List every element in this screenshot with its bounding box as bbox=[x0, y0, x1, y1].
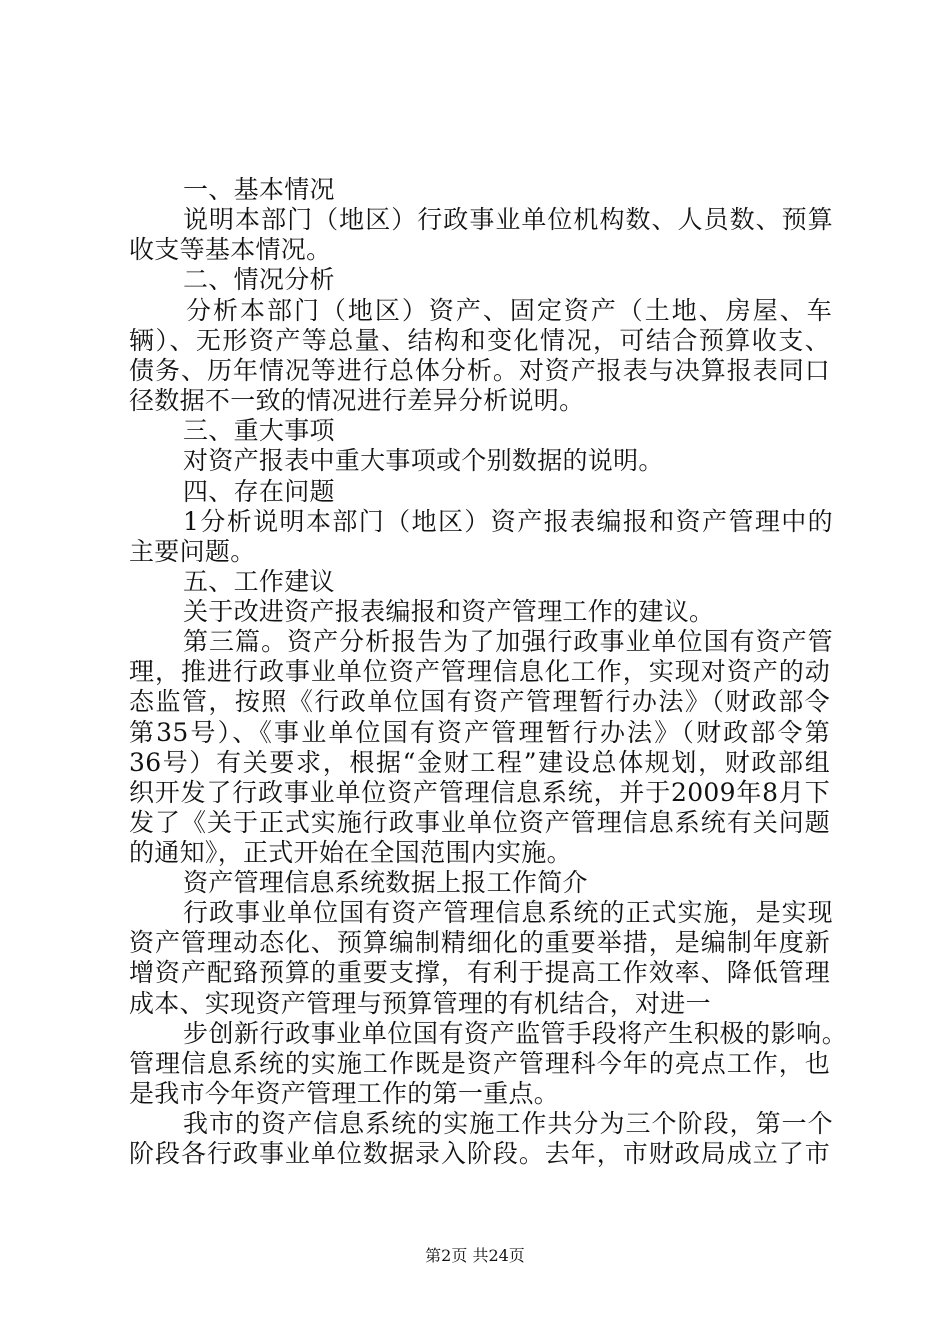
text-line: 织开发了行政事业单位资产管理信息系统，并于2009年8月下 bbox=[129, 778, 830, 807]
text-line: 四、存在问题 bbox=[183, 477, 335, 506]
text-line: 是我市今年资产管理工作的第一重点。 bbox=[129, 1079, 560, 1108]
text-line: 二、情况分析 bbox=[183, 265, 335, 294]
text-line: 的通知》，正式开始在全国范围内实施。 bbox=[129, 838, 572, 867]
text-line: 资产管理动态化、预算编制精细化的重要举措，是编制年度新 bbox=[129, 928, 830, 957]
text-line: 说明本部门（地区）行政事业单位机构数、人员数、预算 bbox=[183, 205, 833, 234]
text-line: 36号）有关要求，根据“金财工程”建设总体规划，财政部组 bbox=[129, 748, 830, 777]
text-line: 资产管理信息系统数据上报工作简介 bbox=[183, 868, 588, 897]
text-line: 一、基本情况 bbox=[183, 175, 335, 204]
text-line: 理，推进行政事业单位资产管理信息化工作，实现对资产的动 bbox=[129, 657, 830, 686]
text-line: 发了《关于正式实施行政事业单位资产管理信息系统有关问题 bbox=[129, 808, 830, 837]
text-line: 债务、历年情况等进行总体分析。对资产报表与决算报表同口 bbox=[129, 356, 830, 385]
text-line: 管理信息系统的实施工作既是资产管理科今年的亮点工作，也 bbox=[129, 1049, 830, 1078]
text-line: 态监管，按照《行政单位国有资产管理暂行办法》（财政部令 bbox=[129, 687, 830, 716]
text-line: 分析本部门（地区）资产、固定资产（土地、房屋、车 bbox=[186, 296, 832, 325]
text-line: 五、工作建议 bbox=[183, 567, 335, 596]
text-line: 三、重大事项 bbox=[183, 416, 335, 445]
page-footer: 第2页 共24页 bbox=[425, 1246, 525, 1265]
text-line: 径数据不一致的情况进行差异分析说明。 bbox=[129, 386, 585, 415]
text-line: 第35号）、《事业单位国有资产管理暂行办法》（财政部令第 bbox=[129, 718, 830, 747]
text-line: 增资产配臵预算的重要支撑，有利于提高工作效率、降低管理 bbox=[129, 958, 830, 987]
text-line: 行政事业单位国有资产管理信息系统的正式实施，是实现 bbox=[183, 898, 833, 927]
text-line: 收支等基本情况。 bbox=[129, 235, 332, 264]
text-line: 成本、实现资产管理与预算管理的有机结合，对进一 bbox=[129, 989, 711, 1018]
text-line: 关于改进资产报表编报和资产管理工作的建议。 bbox=[183, 597, 715, 626]
text-line: 主要问题。 bbox=[129, 537, 256, 566]
text-line: 阶段各行政事业单位数据录入阶段。去年，市财政局成立了市 bbox=[129, 1139, 830, 1168]
text-line: 第三篇。资产分析报告为了加强行政事业单位国有资产管 bbox=[183, 627, 833, 656]
text-line: 我市的资产信息系统的实施工作共分为三个阶段，第一个 bbox=[183, 1109, 833, 1138]
text-line: 辆）、无形资产等总量、结构和变化情况，可结合预算收支、 bbox=[129, 326, 830, 355]
text-line: 对资产报表中重大事项或个别数据的说明。 bbox=[183, 446, 664, 475]
text-line: 步创新行政事业单位国有资产监管手段将产生积极的影响。 bbox=[183, 1019, 847, 1048]
text-line: 1分析说明本部门（地区）资产报表编报和资产管理中的 bbox=[183, 507, 833, 536]
